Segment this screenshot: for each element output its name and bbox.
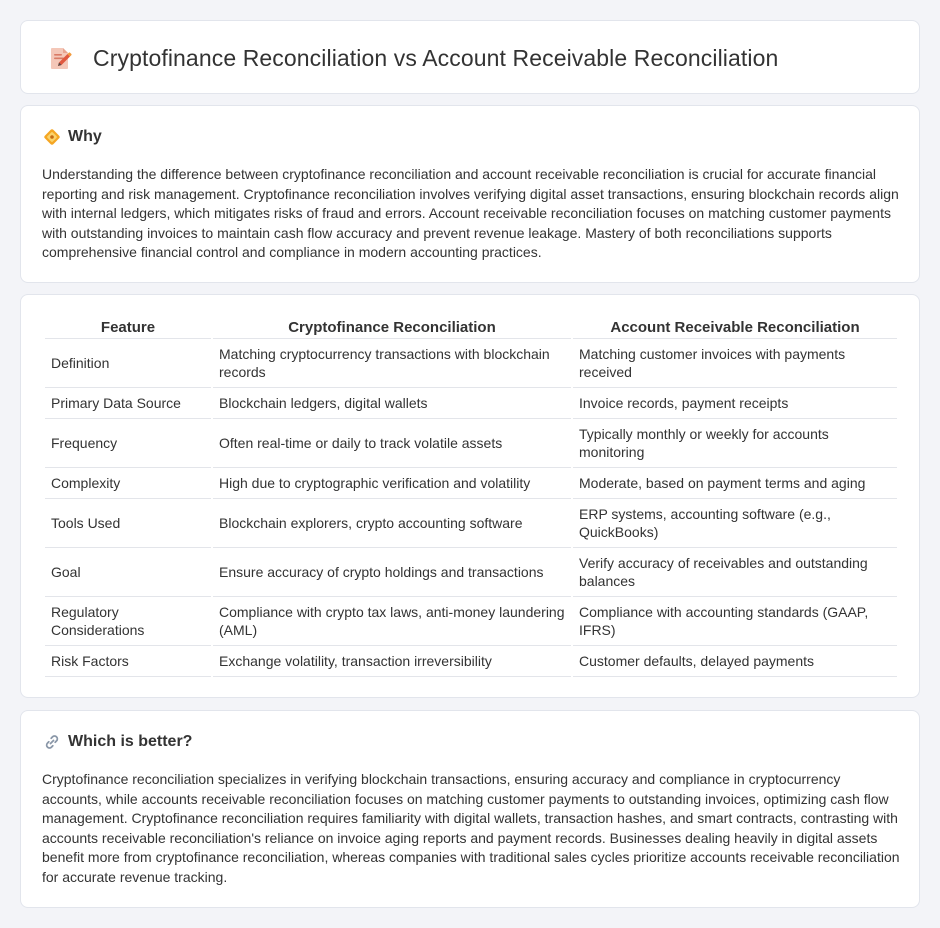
feature-cell: Tools Used	[45, 499, 211, 548]
feature-cell: Risk Factors	[45, 646, 211, 677]
feature-cell: Definition	[45, 339, 211, 388]
document-edit-icon	[47, 45, 73, 71]
comparison-table	[43, 317, 899, 677]
ar-cell: Matching customer invoices with payments received	[573, 339, 897, 388]
ar-cell: Invoice records, payment receipts	[573, 388, 897, 419]
crypto-cell: High due to cryptographic verification and volatility	[213, 468, 571, 499]
crypto-cell: Often real-time or daily to track volatile assets	[213, 419, 571, 468]
title-card	[20, 20, 920, 94]
column-header-ar: Account Receivable Reconciliation	[573, 317, 897, 339]
feature-cell: Complexity	[45, 468, 211, 499]
crypto-cell: Exchange volatility, transaction irreversibility	[213, 646, 571, 677]
table-header-row	[45, 317, 897, 339]
why-heading	[43, 128, 102, 146]
crypto-cell: Compliance with crypto tax laws, anti-money laundering (AML)	[213, 597, 571, 646]
table-row	[45, 646, 897, 677]
column-header-crypto: Cryptofinance Reconciliation	[213, 317, 571, 339]
crypto-cell: Ensure accuracy of crypto holdings and transactions	[213, 548, 571, 597]
better-text: Cryptofinance reconciliation specializes in verifying blockchain transactions, ensuring accuracy and compliance in cryptocurrency accounts, while accounts receivable reconciliation focuses on matching customer payments to outstanding invoices, optimizing cash flow management. Cryptofinance reconciliation requires familiarity with digital wallets, transaction hashes, and smart contracts, contrasting with accounts receivable reconciliation's reliance on invoice aging reports and payment records. Businesses dealing heavily in digital assets benefit more from cryptofinance reconciliation, whereas companies with traditional sales cycles prioritize accounts receivable reconciliation for accurate revenue tracking.	[42, 771, 900, 885]
table-row	[45, 419, 897, 468]
why-text: Understanding the difference between cryptofinance reconciliation and account receivable reconciliation is crucial for accurate financial reporting and risk management. Cryptofinance reconciliation involves verifying digital asset transactions, ensuring blockchain records align with internal ledgers, which mitigates risks of fraud and errors. Account receivable reconciliation focuses on matching customer payments with outstanding invoices to maintain cash flow accuracy and prevent revenue leakage. Mastery of both reconciliations supports comprehensive financial control and compliance in modern accounting practices.	[42, 166, 899, 261]
crypto-cell: Blockchain ledgers, digital wallets	[213, 388, 571, 419]
link-icon	[43, 733, 61, 751]
table-row	[45, 548, 897, 597]
diamond-sign-icon	[43, 128, 61, 146]
table-row	[45, 339, 897, 388]
which-is-better-section	[20, 710, 920, 908]
ar-cell: Verify accuracy of receivables and outstanding balances	[573, 548, 897, 597]
feature-cell: Goal	[45, 548, 211, 597]
feature-cell: Regulatory Considerations	[45, 597, 211, 646]
table-row	[45, 499, 897, 548]
better-title: Which is better?	[68, 733, 193, 750]
better-heading	[43, 733, 192, 751]
comparison-section	[20, 294, 920, 698]
column-header-feature: Feature	[45, 317, 211, 339]
ar-cell: Moderate, based on payment terms and aging	[573, 468, 897, 499]
feature-cell: Primary Data Source	[45, 388, 211, 419]
table-row	[45, 468, 897, 499]
ar-cell: ERP systems, accounting software (e.g., QuickBooks)	[573, 499, 897, 548]
ar-cell: Compliance with accounting standards (GAAP, IFRS)	[573, 597, 897, 646]
ar-cell: Typically monthly or weekly for accounts monitoring	[573, 419, 897, 468]
why-section	[20, 105, 920, 283]
table-row	[45, 597, 897, 646]
why-title: Why	[68, 128, 102, 145]
crypto-cell: Blockchain explorers, crypto accounting software	[213, 499, 571, 548]
crypto-cell: Matching cryptocurrency transactions with blockchain records	[213, 339, 571, 388]
table-row	[45, 388, 897, 419]
page-title: Cryptofinance Reconciliation vs Account Receivable Reconciliation	[93, 44, 779, 71]
ar-cell: Customer defaults, delayed payments	[573, 646, 897, 677]
title-row	[47, 21, 778, 95]
feature-cell: Frequency	[45, 419, 211, 468]
